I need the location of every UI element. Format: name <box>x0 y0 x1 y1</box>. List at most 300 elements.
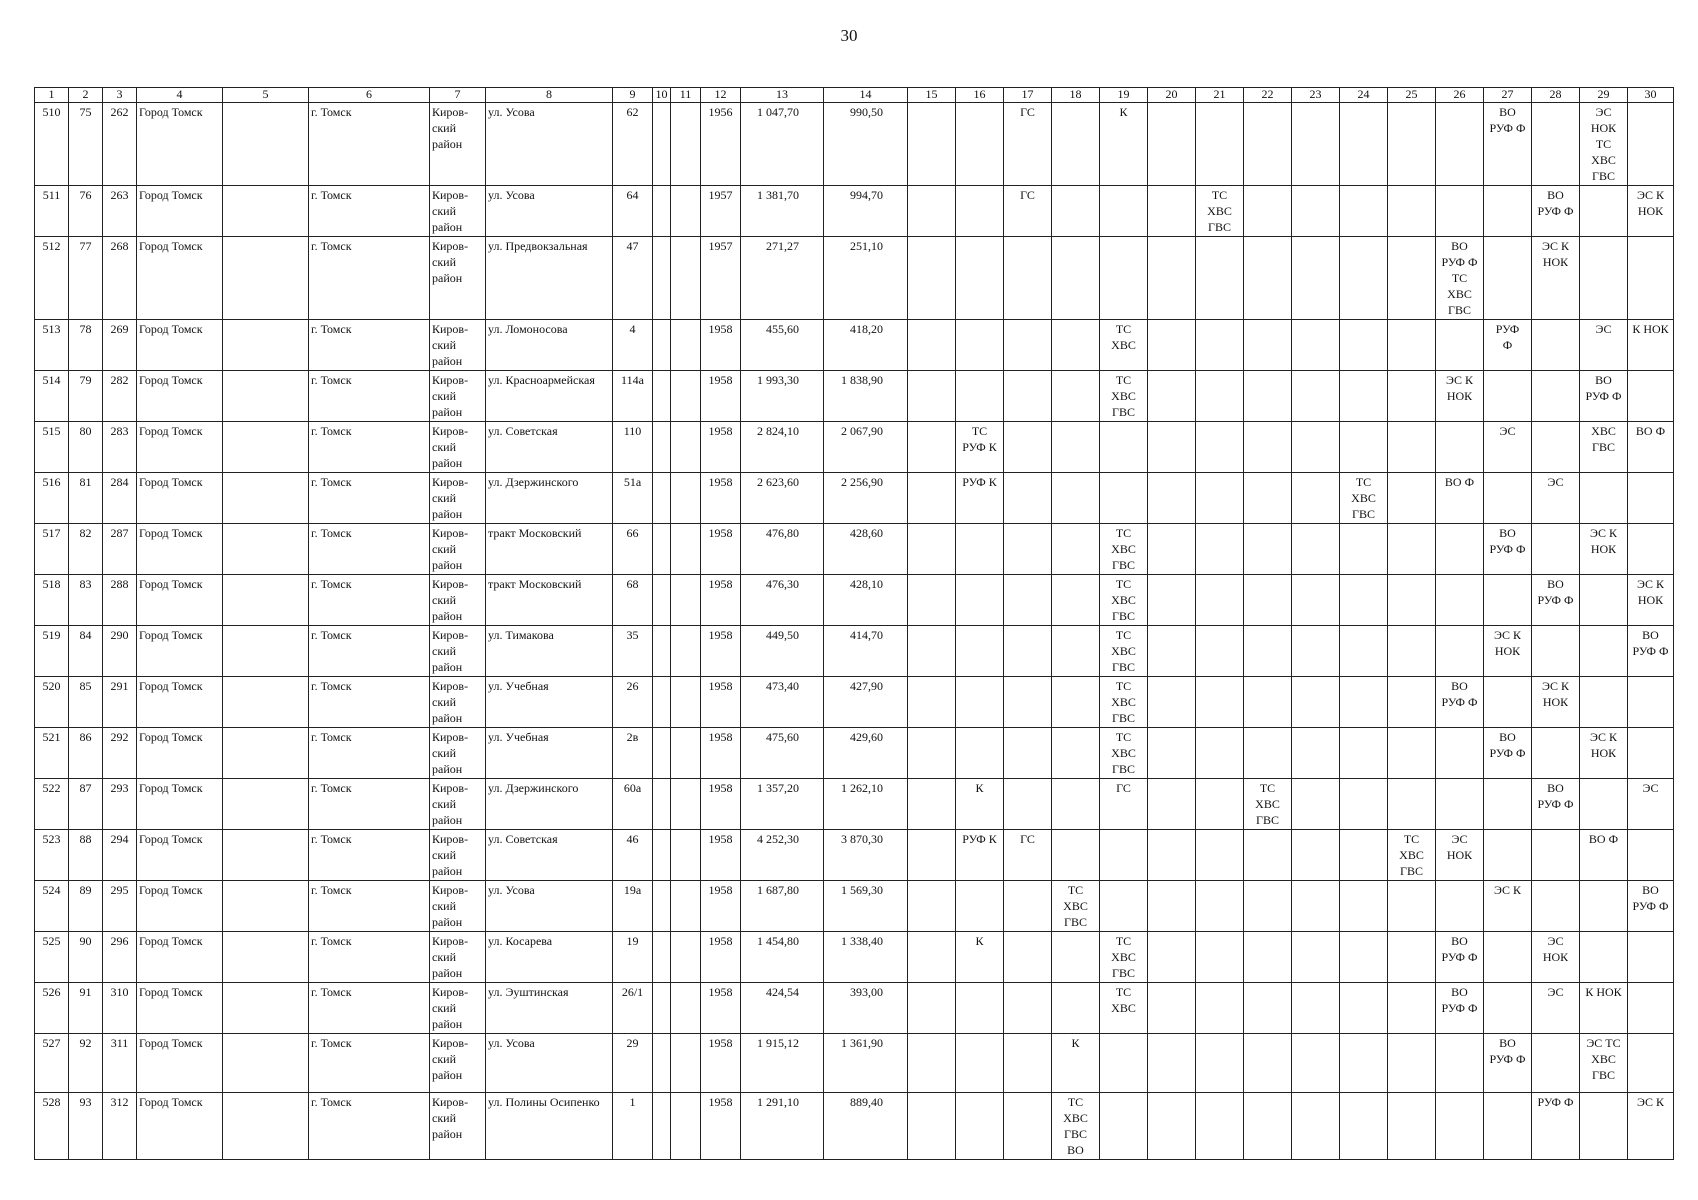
table-cell <box>1388 677 1436 728</box>
table-cell: 110 <box>613 422 653 473</box>
column-header: 20 <box>1148 88 1196 103</box>
table-row <box>35 830 1674 881</box>
table-cell <box>908 728 956 779</box>
table-cell <box>223 103 309 186</box>
table-cell <box>1388 1093 1436 1160</box>
table-cell: г. Томск <box>309 1034 430 1093</box>
table-cell <box>908 186 956 237</box>
table-cell <box>908 677 956 728</box>
table-cell <box>1292 320 1340 371</box>
table-cell: 1958 <box>701 677 741 728</box>
table-cell <box>1436 881 1484 932</box>
table-cell <box>1388 575 1436 626</box>
table-cell <box>1100 881 1148 932</box>
table-cell: ТС ХВС ГВС ВО <box>1052 1093 1100 1160</box>
table-cell: 1 361,90 <box>824 1034 908 1093</box>
table-cell: 76 <box>69 186 103 237</box>
table-cell: Город Томск <box>137 932 223 983</box>
table-cell <box>1148 320 1196 371</box>
table-cell <box>908 779 956 830</box>
table-cell: 1 454,80 <box>741 932 824 983</box>
table-cell: 82 <box>69 524 103 575</box>
table-cell: г. Томск <box>309 626 430 677</box>
table-cell <box>1484 371 1532 422</box>
table-cell: 2в <box>613 728 653 779</box>
table-cell <box>1196 1034 1244 1093</box>
table-cell <box>1436 524 1484 575</box>
table-cell <box>1292 524 1340 575</box>
table-row <box>35 320 1674 371</box>
table-cell <box>223 422 309 473</box>
table-cell: Город Томск <box>137 371 223 422</box>
table-cell <box>1340 677 1388 728</box>
table-cell: Город Томск <box>137 626 223 677</box>
table-cell: Киров- ский район <box>430 103 486 186</box>
table-cell <box>653 237 671 320</box>
table-cell: 1956 <box>701 103 741 186</box>
table-cell <box>1244 237 1292 320</box>
column-header: 7 <box>430 88 486 103</box>
table-cell: ЭС К НОК <box>1580 728 1628 779</box>
table-cell <box>1004 728 1052 779</box>
table-cell <box>1196 473 1244 524</box>
table-cell: 1958 <box>701 779 741 830</box>
table-cell <box>1436 1093 1484 1160</box>
table-cell <box>1004 422 1052 473</box>
table-cell <box>1340 830 1388 881</box>
table-cell: ЭС К НОК <box>1628 575 1674 626</box>
table-cell <box>1436 728 1484 779</box>
table-cell: 19 <box>613 932 653 983</box>
table-cell <box>956 626 1004 677</box>
table-cell <box>1244 320 1292 371</box>
table-cell <box>956 103 1004 186</box>
table-cell <box>1340 524 1388 575</box>
table-cell <box>1052 473 1100 524</box>
table-cell <box>223 1034 309 1093</box>
table-cell <box>1532 830 1580 881</box>
table-cell: Киров- ский район <box>430 830 486 881</box>
table-cell: ТС ХВС ГВС <box>1100 575 1148 626</box>
table-cell <box>908 932 956 983</box>
table-cell <box>1052 932 1100 983</box>
table-cell <box>653 932 671 983</box>
table-cell: 93 <box>69 1093 103 1160</box>
table-cell: ЭС НОК <box>1532 932 1580 983</box>
column-header: 6 <box>309 88 430 103</box>
table-cell <box>671 779 701 830</box>
table-cell: 1 838,90 <box>824 371 908 422</box>
table-cell <box>908 626 956 677</box>
table-cell: ВО РУФ Ф <box>1628 881 1674 932</box>
table-cell <box>1388 1034 1436 1093</box>
table-cell <box>1436 320 1484 371</box>
table-cell: ЭС К НОК <box>1580 524 1628 575</box>
table-cell <box>1628 237 1674 320</box>
table-cell <box>1532 728 1580 779</box>
table-row <box>35 575 1674 626</box>
table-cell: К <box>1052 1034 1100 1093</box>
table-cell <box>1244 626 1292 677</box>
column-header: 21 <box>1196 88 1244 103</box>
table-cell: 312 <box>103 1093 137 1160</box>
table-cell <box>1340 728 1388 779</box>
table-cell: ВО РУФ Ф <box>1532 575 1580 626</box>
table-cell <box>1148 371 1196 422</box>
table-cell <box>1532 422 1580 473</box>
table-cell <box>908 1034 956 1093</box>
table-cell: 527 <box>35 1034 69 1093</box>
table-cell: 91 <box>69 983 103 1034</box>
table-cell: 1958 <box>701 626 741 677</box>
table-row <box>35 626 1674 677</box>
table-cell <box>1244 1034 1292 1093</box>
table-cell: ул. Учебная <box>486 728 613 779</box>
table-cell: 284 <box>103 473 137 524</box>
table-cell <box>223 1093 309 1160</box>
table-cell: 514 <box>35 371 69 422</box>
table-cell: г. Томск <box>309 932 430 983</box>
table-cell <box>1340 422 1388 473</box>
table-cell <box>653 422 671 473</box>
table-cell <box>1148 626 1196 677</box>
table-cell <box>671 371 701 422</box>
table-cell: г. Томск <box>309 103 430 186</box>
table-cell <box>1148 728 1196 779</box>
table-cell: г. Томск <box>309 575 430 626</box>
table-cell: Город Томск <box>137 237 223 320</box>
table-cell: ЭС НОК ТС ХВС ГВС <box>1580 103 1628 186</box>
table-cell <box>1340 881 1388 932</box>
table-row <box>35 1034 1674 1093</box>
table-cell: 511 <box>35 186 69 237</box>
table-cell <box>1196 1093 1244 1160</box>
table-cell: Город Томск <box>137 103 223 186</box>
table-cell: г. Томск <box>309 320 430 371</box>
table-cell <box>1196 830 1244 881</box>
table-cell <box>1196 626 1244 677</box>
table-cell <box>908 103 956 186</box>
table-cell: ЭС <box>1628 779 1674 830</box>
table-cell <box>1292 677 1340 728</box>
table-cell: 414,70 <box>824 626 908 677</box>
table-cell: ЭС К НОК <box>1532 677 1580 728</box>
table-cell: 428,10 <box>824 575 908 626</box>
table-cell <box>1052 422 1100 473</box>
table-cell <box>1580 473 1628 524</box>
table-cell <box>1532 524 1580 575</box>
table-cell <box>1628 830 1674 881</box>
table-cell <box>671 983 701 1034</box>
table-cell <box>956 677 1004 728</box>
table-cell: ул. Тимакова <box>486 626 613 677</box>
table-cell: Город Томск <box>137 1034 223 1093</box>
table-cell <box>1148 932 1196 983</box>
column-header: 27 <box>1484 88 1532 103</box>
table-cell: ТС ХВС ГВС <box>1100 524 1148 575</box>
table-cell: 2 824,10 <box>741 422 824 473</box>
column-number-row <box>35 88 1674 103</box>
table-cell: 516 <box>35 473 69 524</box>
column-header: 28 <box>1532 88 1580 103</box>
table-cell <box>1004 473 1052 524</box>
table-cell: г. Томск <box>309 677 430 728</box>
table-cell: 1 993,30 <box>741 371 824 422</box>
table-cell <box>1388 237 1436 320</box>
table-cell: ЭС <box>1532 983 1580 1034</box>
table-cell: 90 <box>69 932 103 983</box>
table-cell <box>1004 575 1052 626</box>
table-cell: Киров- ский район <box>430 983 486 1034</box>
table-cell: 428,60 <box>824 524 908 575</box>
table-cell: 1958 <box>701 524 741 575</box>
table-cell <box>1340 932 1388 983</box>
table-cell <box>1196 932 1244 983</box>
table-cell <box>1052 103 1100 186</box>
table-cell <box>1388 524 1436 575</box>
table-cell <box>653 575 671 626</box>
table-cell <box>1004 677 1052 728</box>
table-row <box>35 932 1674 983</box>
table-cell <box>223 473 309 524</box>
table-cell <box>956 320 1004 371</box>
table-cell <box>1100 1093 1148 1160</box>
table-cell <box>1004 1093 1052 1160</box>
table-cell <box>1100 237 1148 320</box>
table-cell: г. Томск <box>309 779 430 830</box>
table-cell <box>1292 1093 1340 1160</box>
table-cell: ТС ХВС ГВС <box>1388 830 1436 881</box>
table-cell: РУФ К <box>956 830 1004 881</box>
table-cell: 1957 <box>701 186 741 237</box>
table-cell <box>1436 626 1484 677</box>
column-header: 5 <box>223 88 309 103</box>
table-cell <box>1628 932 1674 983</box>
table-cell: ЭС <box>1484 422 1532 473</box>
table-cell: 46 <box>613 830 653 881</box>
page-number: 30 <box>840 26 858 45</box>
column-header: 4 <box>137 88 223 103</box>
table-cell <box>671 103 701 186</box>
table-cell: 517 <box>35 524 69 575</box>
table-cell: 4 <box>613 320 653 371</box>
table-cell: ГС <box>1004 186 1052 237</box>
table-cell <box>671 728 701 779</box>
table-cell <box>653 1093 671 1160</box>
table-cell <box>1484 1093 1532 1160</box>
column-header: 8 <box>486 88 613 103</box>
table-cell: 520 <box>35 677 69 728</box>
table-cell: Киров- ский район <box>430 320 486 371</box>
table-cell <box>1196 677 1244 728</box>
table-cell: ВО РУФ Ф <box>1484 728 1532 779</box>
table-cell: 2 256,90 <box>824 473 908 524</box>
table-cell <box>671 473 701 524</box>
table-cell <box>1004 237 1052 320</box>
table-cell: 1 338,40 <box>824 932 908 983</box>
table-cell: 1 <box>613 1093 653 1160</box>
table-cell: ЭС К <box>1484 881 1532 932</box>
table-cell <box>1580 186 1628 237</box>
table-cell <box>223 830 309 881</box>
table-cell: 282 <box>103 371 137 422</box>
table-cell: ул. Полины Осипенко <box>486 1093 613 1160</box>
table-cell <box>223 779 309 830</box>
table-cell <box>1580 932 1628 983</box>
table-cell <box>1628 677 1674 728</box>
table-cell: 89 <box>69 881 103 932</box>
table-cell: ТС ХВС ГВС <box>1340 473 1388 524</box>
table-cell <box>1580 1093 1628 1160</box>
table-cell <box>1100 186 1148 237</box>
table-cell: 87 <box>69 779 103 830</box>
column-header: 25 <box>1388 88 1436 103</box>
table-cell: ЭС К НОК <box>1628 186 1674 237</box>
table-cell <box>1052 371 1100 422</box>
table-cell: ВО РУФ Ф <box>1436 983 1484 1034</box>
table-cell <box>1292 626 1340 677</box>
table-cell <box>1484 473 1532 524</box>
table-cell <box>1436 103 1484 186</box>
table-cell <box>1388 422 1436 473</box>
table-row <box>35 524 1674 575</box>
table-cell <box>1436 1034 1484 1093</box>
table-cell: 292 <box>103 728 137 779</box>
table-cell: ВО РУФ Ф <box>1484 1034 1532 1093</box>
table-cell: 68 <box>613 575 653 626</box>
table-cell: Киров- ский район <box>430 524 486 575</box>
table-cell <box>1244 371 1292 422</box>
table-cell <box>1244 830 1292 881</box>
table-cell: ул. Учебная <box>486 677 613 728</box>
table-cell <box>1532 103 1580 186</box>
table-row <box>35 473 1674 524</box>
table-cell <box>1004 371 1052 422</box>
table-cell <box>1052 524 1100 575</box>
table-cell <box>1340 779 1388 830</box>
table-cell: ул. Усова <box>486 1034 613 1093</box>
table-cell: тракт Московский <box>486 575 613 626</box>
table-cell: 475,60 <box>741 728 824 779</box>
table-cell <box>1532 626 1580 677</box>
table-cell: 290 <box>103 626 137 677</box>
table-cell <box>1196 881 1244 932</box>
table-cell: 268 <box>103 237 137 320</box>
table-cell <box>1148 830 1196 881</box>
table-cell: 26 <box>613 677 653 728</box>
table-cell <box>908 422 956 473</box>
table-cell: г. Томск <box>309 983 430 1034</box>
table-cell <box>1532 320 1580 371</box>
table-cell: 262 <box>103 103 137 186</box>
table-cell <box>1244 575 1292 626</box>
table-cell: 283 <box>103 422 137 473</box>
table-cell: 476,30 <box>741 575 824 626</box>
table-cell <box>1148 524 1196 575</box>
table-cell: ТС РУФ К <box>956 422 1004 473</box>
table-cell <box>1484 575 1532 626</box>
table-cell: 291 <box>103 677 137 728</box>
table-cell: 79 <box>69 371 103 422</box>
table-cell <box>223 932 309 983</box>
table-cell: 1958 <box>701 1034 741 1093</box>
table-cell <box>1148 422 1196 473</box>
table-cell: ул. Эуштинская <box>486 983 613 1034</box>
column-header: 14 <box>824 88 908 103</box>
column-header: 2 <box>69 88 103 103</box>
table-cell: 92 <box>69 1034 103 1093</box>
table-cell <box>908 320 956 371</box>
table-cell <box>1292 422 1340 473</box>
table-cell: К НОК <box>1628 320 1674 371</box>
table-cell <box>908 1093 956 1160</box>
table-cell: ВО Ф <box>1628 422 1674 473</box>
table-cell <box>956 237 1004 320</box>
table-cell <box>1052 728 1100 779</box>
table-cell <box>671 626 701 677</box>
table-cell: 295 <box>103 881 137 932</box>
table-cell <box>1148 575 1196 626</box>
table-cell <box>956 1034 1004 1093</box>
table-cell <box>956 524 1004 575</box>
table-cell <box>1244 473 1292 524</box>
table-cell: Город Томск <box>137 728 223 779</box>
table-cell: Киров- ский район <box>430 626 486 677</box>
column-header: 16 <box>956 88 1004 103</box>
table-cell: ЭС К <box>1628 1093 1674 1160</box>
table-cell <box>1244 524 1292 575</box>
table-cell: ВО РУФ Ф <box>1436 932 1484 983</box>
table-cell: Город Томск <box>137 320 223 371</box>
table-cell: Киров- ский район <box>430 1034 486 1093</box>
table-cell <box>1388 103 1436 186</box>
table-cell: Город Томск <box>137 830 223 881</box>
table-cell: Город Томск <box>137 422 223 473</box>
table-cell: ТС ХВС ГВС <box>1196 186 1244 237</box>
table-cell: 83 <box>69 575 103 626</box>
table-cell <box>671 237 701 320</box>
table-cell: г. Томск <box>309 524 430 575</box>
table-cell <box>1292 575 1340 626</box>
table-cell: г. Томск <box>309 186 430 237</box>
table-cell: 310 <box>103 983 137 1034</box>
table-cell <box>1244 103 1292 186</box>
table-cell <box>1052 320 1100 371</box>
table-cell <box>1532 881 1580 932</box>
table-cell <box>1244 1093 1292 1160</box>
table-cell <box>956 186 1004 237</box>
table-cell <box>1196 779 1244 830</box>
table-cell: 1958 <box>701 422 741 473</box>
table-cell <box>908 473 956 524</box>
table-cell <box>1388 371 1436 422</box>
table-cell <box>653 830 671 881</box>
register-table <box>34 87 1674 1160</box>
table-cell: г. Томск <box>309 237 430 320</box>
table-cell: 263 <box>103 186 137 237</box>
table-cell: ул. Красноармейская <box>486 371 613 422</box>
table-cell: ГС <box>1004 103 1052 186</box>
table-cell: 78 <box>69 320 103 371</box>
table-cell: 1958 <box>701 983 741 1034</box>
column-header: 17 <box>1004 88 1052 103</box>
table-cell <box>1052 830 1100 881</box>
table-cell: Город Томск <box>137 1093 223 1160</box>
table-cell <box>1484 830 1532 881</box>
table-cell <box>1388 473 1436 524</box>
table-cell: 427,90 <box>824 677 908 728</box>
table-cell: 1958 <box>701 575 741 626</box>
